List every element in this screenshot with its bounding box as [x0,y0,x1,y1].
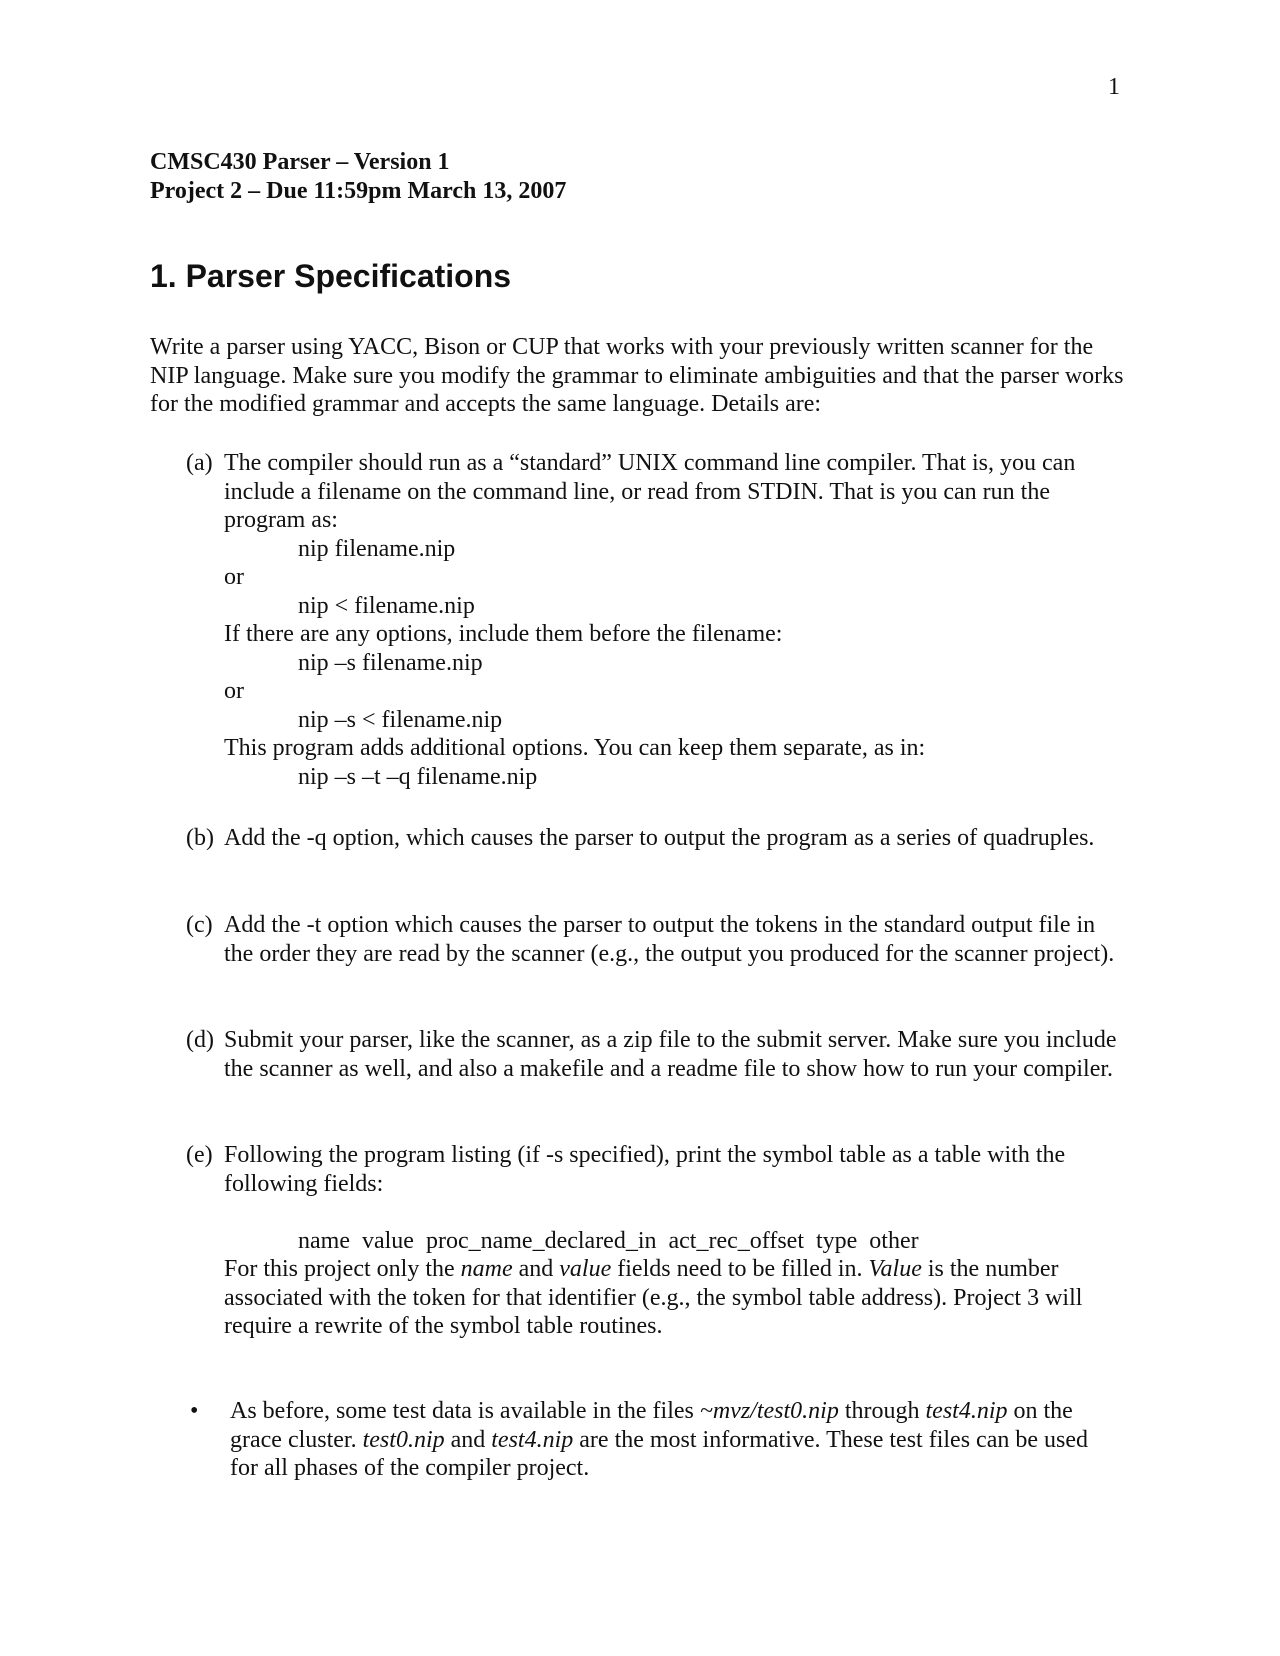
item-label: (a) [186,450,213,476]
intro-paragraph: Write a parser using YACC, Bison or CUP that works with your previously written scanner for the NIP language. Make sure you modify the grammar to eliminate ambiguities and that the parser works for the modified grammar and accepts the same language. Details are: [150,334,1124,417]
or-text: or [224,564,244,590]
item-text: This program adds additional options. You can keep them separate, as in: [224,735,926,761]
list-item-d [186,1026,1126,1083]
item-label: (b) [186,825,214,851]
item-label: (d) [186,1027,214,1053]
item-text: For this project only the name and value fields need to be filled in. Value is the number associated with the token for that identifier (e.g., the symbol table address). Project 3 will require a rewrite of the symbol table routines. [224,1256,1083,1339]
list-item-c [186,911,1126,968]
list-item-a [186,449,1126,791]
header-project-due: Project 2 – Due 11:59pm March 13, 2007 [150,178,567,204]
file-name: test4.nip [925,1398,1008,1424]
item-label: (e) [186,1142,213,1168]
item-text: The compiler should run as a “standard” UNIX command line compiler. That is, you can include a filename on the command line, or read from STDIN. That is you can run the program as: [224,450,1076,533]
item-text: If there are any options, include them before the filename: [224,621,783,647]
command-example: nip < filename.nip [298,592,475,619]
name-field-term: name [460,1256,513,1282]
value-field-term: value [559,1256,612,1282]
symbol-table-fields: name value proc_name_declared_in act_rec_offset type other [298,1227,919,1254]
item-text: Submit your parser, like the scanner, as a zip file to the submit server. Make sure you include the scanner as well, and also a makefile and a readme file to show how to run your compiler. [224,1027,1117,1082]
value-field-term: Value [868,1256,922,1282]
section-heading: 1. Parser Specifications [150,258,512,294]
item-text: Following the program listing (if -s specified), print the symbol table as a table with the following fields: [224,1142,1066,1197]
or-text: or [224,678,244,704]
command-example: nip –s < filename.nip [298,706,503,733]
document-header [150,148,566,206]
bullet-icon: • [190,1398,199,1424]
bullet-note [190,1397,1120,1483]
list-item-b [186,824,1126,853]
command-example: nip –s –t –q filename.nip [298,763,538,790]
item-label: (c) [186,912,213,938]
file-path: ~mvz/test0.nip [699,1398,839,1424]
command-example: nip filename.nip [298,535,456,562]
list-item-e [186,1141,1126,1341]
bullet-text: As before, some test data is available in the files ~mvz/test0.nip through test4.nip on the grace cluster. test0.nip and test4.nip are the most informative. These test files can be used for all phases of the compiler project. [230,1398,1088,1481]
item-text: Add the -t option which causes the parser to output the tokens in the standard output file in the order they are read by the scanner (e.g., the output you produced for the scanner project). [224,912,1115,967]
command-example: nip –s filename.nip [298,649,483,676]
item-text: Add the -q option, which causes the parser to output the program as a series of quadruples. [224,825,1095,851]
header-course-title: CMSC430 Parser – Version 1 [150,149,450,175]
page-number: 1 [1108,74,1120,100]
file-name: test4.nip [491,1426,574,1453]
file-name: test0.nip [362,1426,445,1453]
